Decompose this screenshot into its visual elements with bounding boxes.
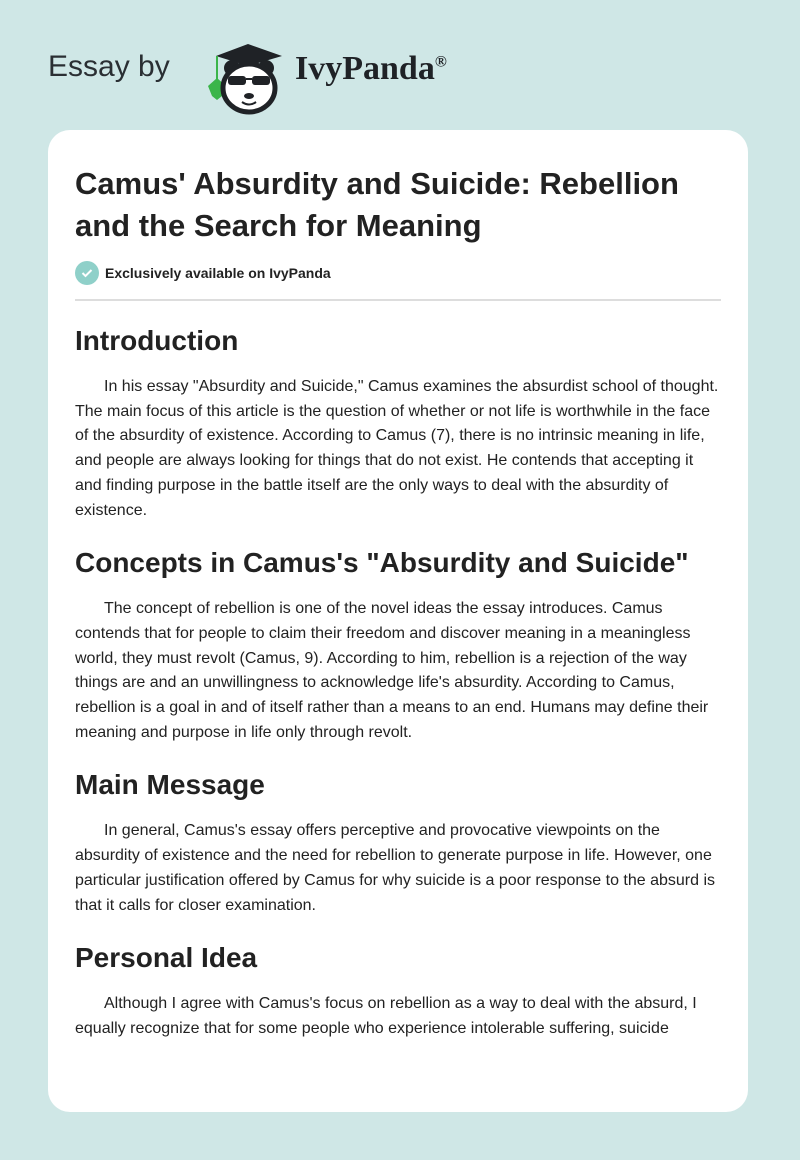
exclusive-badge [75,261,721,285]
essay-title: Camus' Absurdity and Suicide: Rebellion and the Search for Meaning [75,166,679,243]
brand-text: IvyPanda [295,50,435,87]
check-icon [75,261,99,285]
section-heading: Personal Idea [75,942,258,974]
brand-name[interactable] [295,50,447,88]
section-heading: Main Message [75,769,265,801]
essay-by-label: Essay by [48,50,170,83]
site-header [0,28,800,108]
badge-text: Exclusively available on IvyPanda [105,265,331,281]
divider [75,299,721,301]
section-heading: Concepts in Camus's "Absurdity and Suicide" [75,547,689,579]
ivypanda-logo-icon[interactable] [202,42,290,116]
section-paragraph: Although I agree with Camus's focus on rebellion as a way to deal with the absurd, I equally recognize that for some people who experience intolerable suffering, suicide [75,995,697,1037]
registered-mark: ® [434,53,447,71]
essay-card [48,130,748,1112]
section-paragraph: The concept of rebellion is one of the novel ideas the essay introduces. Camus contends that for people to claim their freedom and discover meaning in a meaningless world, they must revolt (Camus, 9). According to him, rebellion is a rejection of the way things are and an unwillingness to acknowledge life's absurdity. According to Camus, rebellion is a goal in and of itself rather than a means to an end. Humans may define their meaning and purpose in life only through revolt. [75,600,709,741]
section-heading: Introduction [75,325,239,356]
section-paragraph: In his essay "Absurdity and Suicide," Camus examines the absurdist school of thought. The main focus of this article is the question of whether or not life is worthwhile in the face of the absurdity of existence. According to Camus (7), there is no intrinsic meaning in life, and people are always looking for things that do not exist. He contends that accepting it and finding purpose in the battle itself are the only ways to deal with the absurdity of existence. [75,378,719,519]
section-paragraph: In general, Camus's essay offers perceptive and provocative viewpoints on the absurdity of existence and the need for rebellion to generate purpose in life. However, one particular justification offered by Camus for why suicide is a poor response to the absurd is that it calls for closer examination. [75,822,716,914]
